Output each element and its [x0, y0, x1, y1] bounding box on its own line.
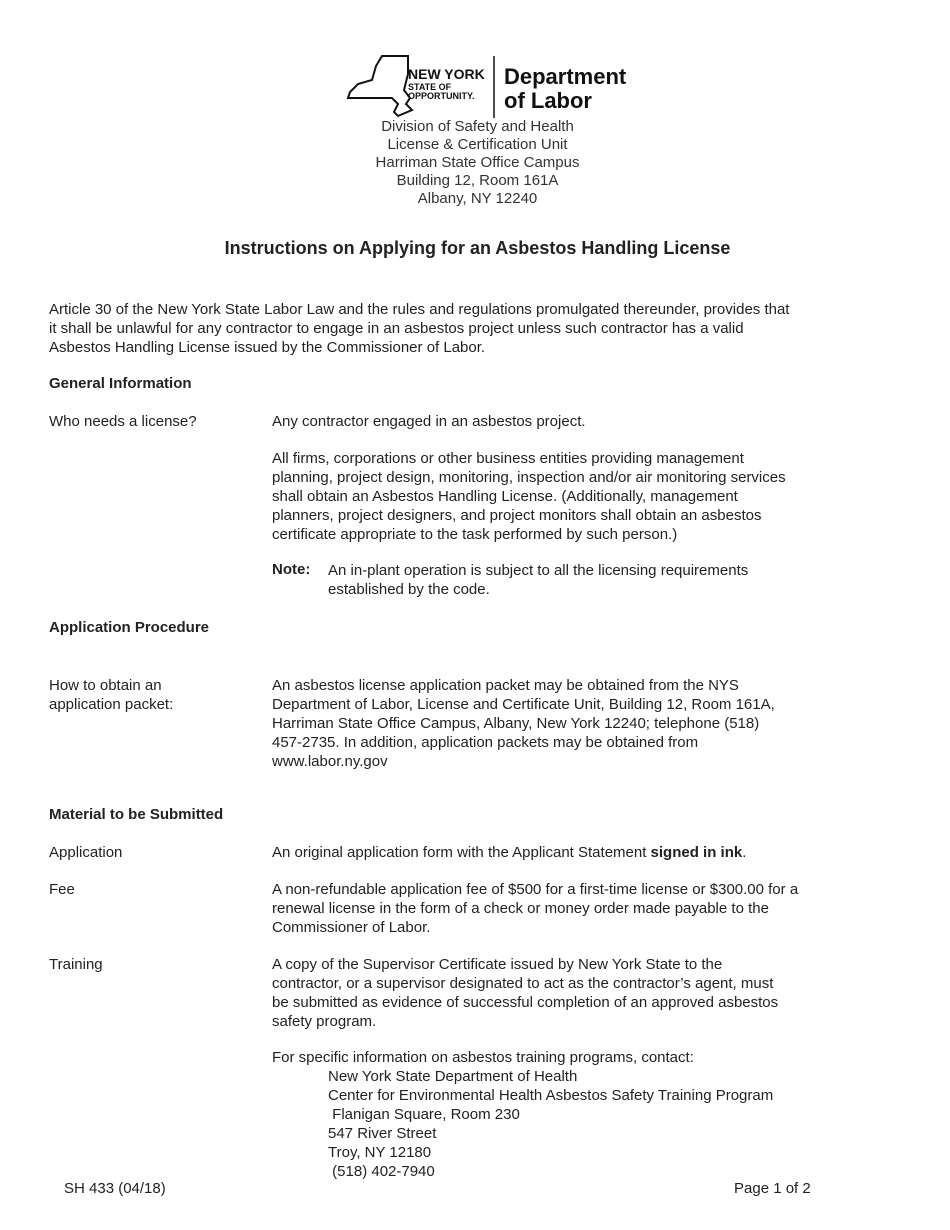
- packet-label-line: application packet:: [49, 696, 174, 713]
- fee-line: Commissioner of Labor.: [272, 919, 431, 936]
- packet-line: Department of Labor, License and Certificate Unit, Building 12, Room 161A,: [272, 696, 775, 713]
- firms-line: planning, project design, monitoring, inspection and/or air monitoring services: [272, 469, 786, 486]
- application-bold: signed in ink: [650, 844, 743, 861]
- firms-paragraph: [272, 449, 812, 544]
- page-number: Page 1 of 2: [734, 1180, 811, 1197]
- nys-dol-logo: [346, 54, 646, 120]
- packet-line: An asbestos license application packet may be obtained from the NYS: [272, 677, 739, 694]
- contact-line: (518) 402-7940: [328, 1163, 435, 1180]
- general-info-heading: General Information: [49, 375, 192, 392]
- firms-line: shall obtain an Asbestos Handling License. (Additionally, management: [272, 488, 738, 505]
- application-value: [272, 843, 812, 862]
- ny-state-outline-icon: [348, 56, 412, 116]
- note-line: established by the code.: [328, 581, 490, 598]
- training-line: be submitted as evidence of successful completion of an approved asbestos: [272, 994, 779, 1011]
- intro-line: Asbestos Handling License issued by the Commissioner of Labor.: [49, 339, 486, 356]
- note-label: Note:: [272, 561, 311, 578]
- address-line: Albany, NY 12240: [417, 190, 538, 207]
- training-line: safety program.: [272, 1013, 377, 1030]
- fee-line: A non-refundable application fee of $500 for a first-time license or $300.00 for a: [272, 881, 799, 898]
- material-heading: Material to be Submitted: [49, 806, 224, 823]
- logo-line3: OPPORTUNITY.: [408, 91, 475, 101]
- logo-line1: NEW YORK: [408, 66, 485, 82]
- page-title: Instructions on Applying for an Asbestos Handling License: [224, 238, 731, 258]
- application-text: An original application form with the Applicant Statement: [272, 844, 651, 861]
- packet-line: www.labor.ny.gov: [272, 753, 388, 770]
- address-block: [0, 118, 950, 208]
- packet-label-line: How to obtain an: [49, 677, 162, 694]
- logo-dept1: Department: [504, 64, 627, 89]
- note-line: An in-plant operation is subject to all the licensing requirements: [328, 562, 749, 579]
- packet-label: [49, 676, 173, 714]
- intro-paragraph: [49, 300, 819, 357]
- form-id: SH 433 (04/18): [64, 1180, 166, 1197]
- intro-line: Article 30 of the New York State Labor Law and the rules and regulations promulgated thereunder, provides that: [49, 301, 790, 318]
- logo-dept2: of Labor: [504, 88, 592, 113]
- firms-line: certificate appropriate to the task performed by such person.): [272, 526, 678, 543]
- address-line: Division of Safety and Health: [381, 118, 574, 135]
- firms-line: All firms, corporations or other business entities providing management: [272, 450, 744, 467]
- training-line: A copy of the Supervisor Certificate issued by New York State to the: [272, 956, 723, 973]
- address-line: License & Certification Unit: [387, 136, 568, 153]
- training-value: [272, 955, 812, 1031]
- logo-line2: STATE OF: [408, 82, 452, 92]
- contact-line: Troy, NY 12180: [328, 1144, 432, 1161]
- application-label: Application: [49, 844, 123, 861]
- who-needs-value: Any contractor engaged in an asbestos project.: [272, 413, 586, 430]
- contact-line: Flanigan Square, Room 230: [328, 1106, 520, 1123]
- training-line: contractor, or a supervisor designated to act as the contractor’s agent, must: [272, 975, 774, 992]
- application-end: .: [742, 844, 747, 861]
- firms-line: planners, project designers, and project monitors shall obtain an asbestos: [272, 507, 762, 524]
- fee-line: renewal license in the form of a check or money order made payable to the: [272, 900, 769, 917]
- logo-graphic: [346, 54, 646, 120]
- note-text: [328, 561, 788, 599]
- intro-line: it shall be unlawful for any contractor to engage in an asbestos project unless such contractor has a valid: [49, 320, 744, 337]
- fee-value: [272, 880, 832, 937]
- contact-line: 547 River Street: [328, 1125, 437, 1142]
- fee-label: Fee: [49, 881, 75, 898]
- who-needs-label: Who needs a license?: [49, 413, 197, 430]
- address-line: Building 12, Room 161A: [396, 172, 559, 189]
- contact-block: [328, 1067, 773, 1181]
- address-line: Harriman State Office Campus: [375, 154, 580, 171]
- contact-line: New York State Department of Health: [328, 1068, 578, 1085]
- contact-line: Center for Environmental Health Asbestos Safety Training Program: [328, 1087, 774, 1104]
- packet-line: 457-2735. In addition, application packets may be obtained from: [272, 734, 699, 751]
- packet-line: Harriman State Office Campus, Albany, New York 12240; telephone (518): [272, 715, 760, 732]
- packet-value: [272, 676, 812, 771]
- application-procedure-heading: Application Procedure: [49, 619, 210, 636]
- contact-intro: For specific information on asbestos training programs, contact:: [272, 1049, 694, 1066]
- training-label: Training: [49, 956, 103, 973]
